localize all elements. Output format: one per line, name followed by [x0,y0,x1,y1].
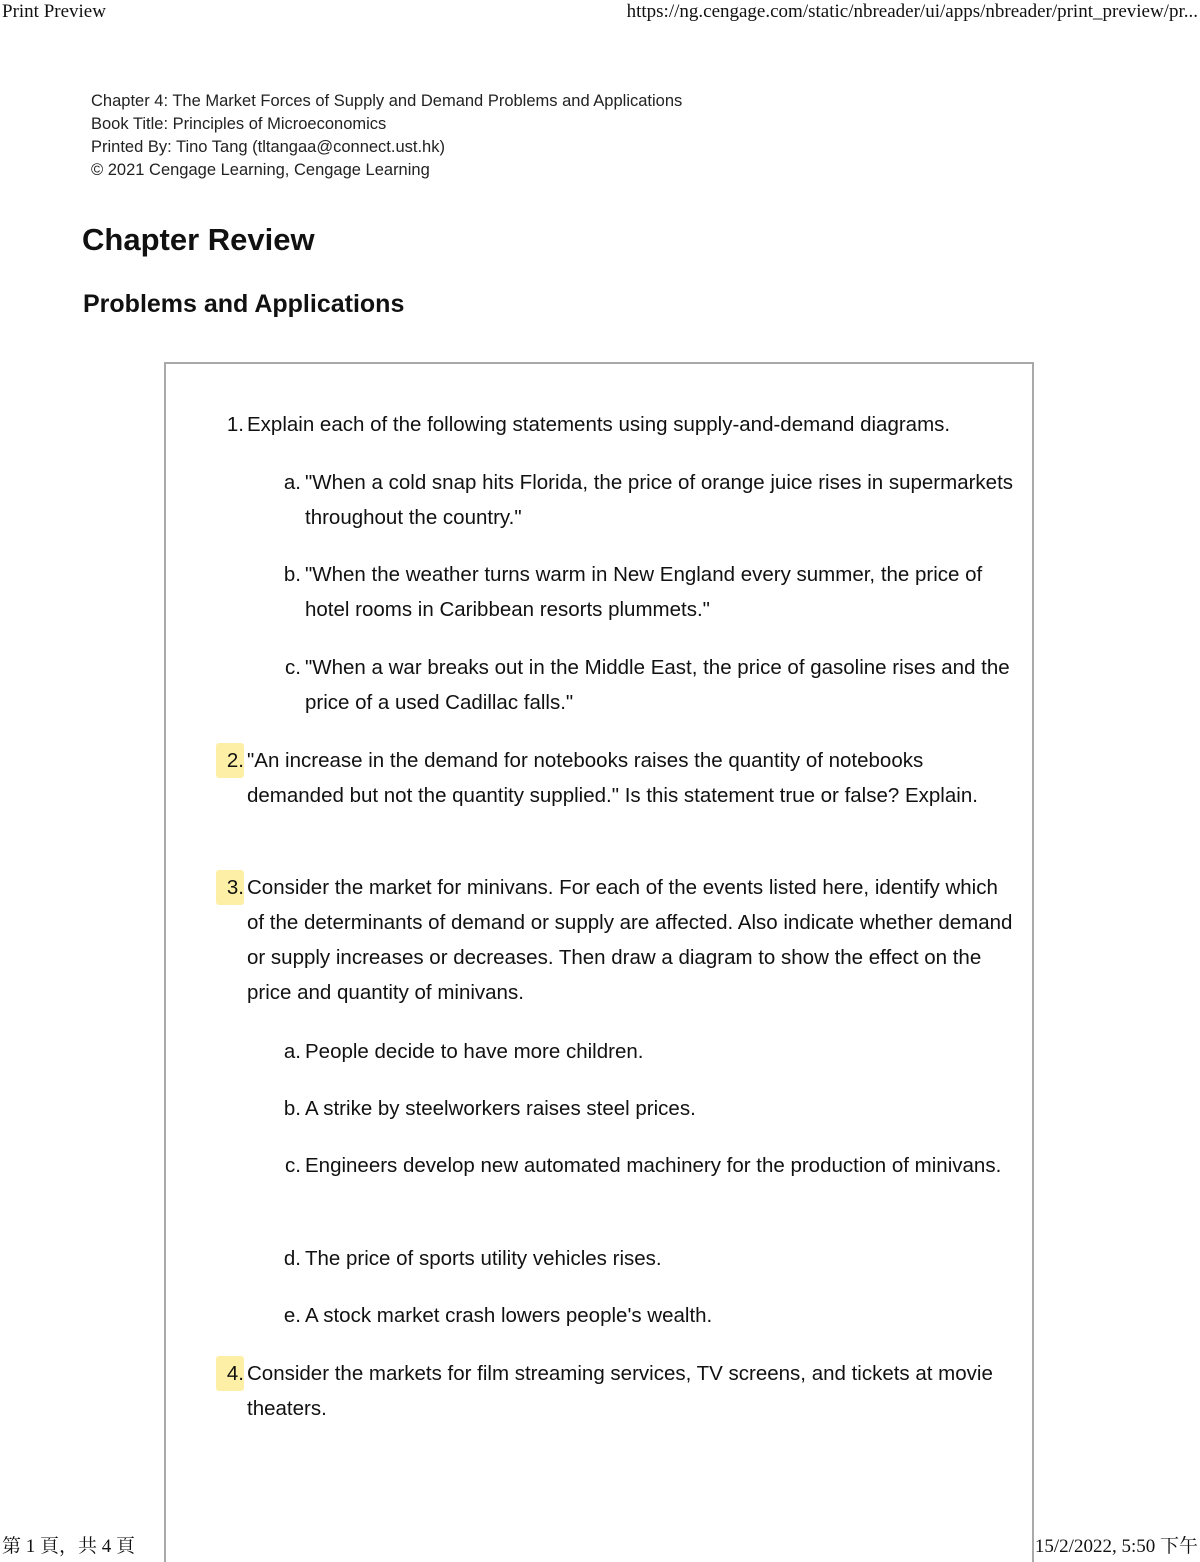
page-counter: 第 1 頁，共 4 頁 [2,1536,136,1557]
item-text: "When the weather turns warm in New England every summer, the price of hotel rooms in Caribbean resorts plummets." [305,563,983,621]
item-letter: d. [283,1247,301,1270]
document-metadata [91,90,682,182]
question-1-item-b [276,557,1016,627]
question-number-highlighted: 3. [216,870,244,905]
question-number-highlighted: 4. [216,1356,244,1391]
question-text: Consider the markets for film streaming services, TV screens, and tickets at movie theaters. [247,1362,993,1420]
question-number: 1. [226,413,244,436]
item-text: "When a war breaks out in the Middle East, the price of gasoline rises and the price of a used Cadillac falls." [305,656,1010,714]
item-text: The price of sports utility vehicles rises. [305,1247,662,1270]
item-letter: c. [285,656,301,679]
question-1-item-c [276,650,1016,720]
item-letter: a. [283,471,301,494]
item-text: Engineers develop new automated machinery for the production of minivans. [305,1154,1002,1177]
item-letter: e. [283,1304,301,1327]
book-title-line: Book Title: Principles of Microeconomics [91,115,387,133]
question-1 [216,407,1016,442]
item-text: People decide to have more children. [305,1040,644,1063]
item-text: A stock market crash lowers people's wealth. [305,1304,713,1327]
item-letter: b. [283,563,301,586]
question-3-item-a [276,1034,1016,1069]
question-3 [216,870,1016,1010]
printed-by-line: Printed By: Tino Tang (tltangaa@connect.ust.hk) [91,138,445,156]
question-3-item-c [276,1148,1016,1183]
item-letter: b. [283,1097,301,1120]
item-letter: c. [285,1154,301,1177]
section-title: Problems and Applications [83,290,405,318]
question-3-item-d [276,1241,1016,1276]
copyright-line: © 2021 Cengage Learning, Cengage Learning [91,161,430,179]
page-url: https://ng.cengage.com/static/nbreader/ui/apps/nbreader/print_preview/pr... [626,1,1198,22]
item-text: A strike by steelworkers raises steel prices. [305,1097,696,1120]
question-number-highlighted: 2. [216,743,244,778]
item-letter: a. [283,1040,301,1063]
question-2 [216,743,1016,813]
print-preview-header: Print Preview [2,1,106,22]
chapter-title: Chapter Review [82,222,315,257]
question-text: Explain each of the following statements using supply-and-demand diagrams. [247,413,951,436]
question-1-item-a [276,465,1016,535]
question-3-item-e [276,1298,1016,1333]
question-4 [216,1356,1016,1426]
item-text: "When a cold snap hits Florida, the price of orange juice rises in supermarkets throughout the country." [305,471,1014,529]
question-text: "An increase in the demand for notebooks raises the quantity of notebooks demanded but not the quantity supplied." Is this statement true or false? Explain. [247,749,978,807]
question-text: Consider the market for minivans. For each of the events listed here, identify which of the determinants of demand or supply are affected. Also indicate whether demand or supply increases or decreases. Then draw a diagram to show the effect on the price and quantity of minivans. [247,876,1013,1004]
chapter-line: Chapter 4: The Market Forces of Supply and Demand Problems and Applications [91,92,683,110]
question-3-item-b [276,1091,1016,1126]
print-timestamp: 15/2/2022, 5:50 下午 [1034,1536,1198,1557]
